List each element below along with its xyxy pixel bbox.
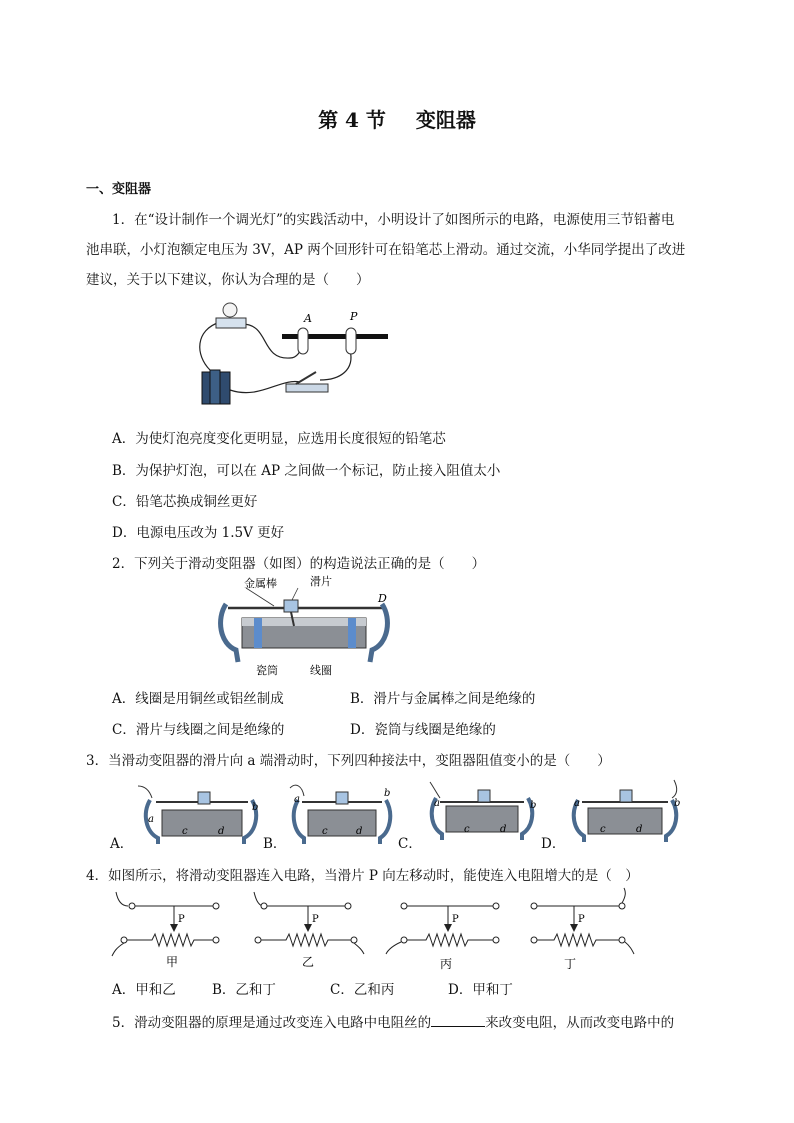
q1-option-d: D．电源电压改为 1.5V 更好 <box>112 525 285 541</box>
q1-stem-line-3: 建议，关于以下建议，你认为合理的是（ ） <box>86 272 370 288</box>
q3d-label-c: c <box>600 824 606 835</box>
q2-rheostat-figure <box>214 574 394 678</box>
q2-option-a: A．线圈是用铜丝或铝丝制成 <box>112 691 284 707</box>
q2-stem: 2．下列关于滑动变阻器（如图）的构造说法正确的是（ ） <box>112 556 486 572</box>
q1-label-p: P <box>350 310 358 323</box>
q2-label-rod: 金属棒 <box>244 577 277 590</box>
q1-circuit-figure <box>190 300 400 412</box>
q3b-label-c: c <box>322 826 328 837</box>
q4-option-d: D．甲和丁 <box>448 982 513 998</box>
q2-option-d: D．瓷筒与线圈是绝缘的 <box>350 722 496 738</box>
section-heading: 一、变阻器 <box>86 182 152 197</box>
q3c-label-a: a <box>434 798 440 809</box>
q4-figure-ding: 丁 <box>564 957 577 971</box>
q2-label-coil: 线圈 <box>310 664 332 677</box>
q3a-label-a: a <box>148 814 154 825</box>
q3d-label-d: d <box>636 824 643 835</box>
q5-answer-blank <box>431 1014 485 1027</box>
q4-jia-slider-p: P <box>178 914 185 925</box>
q3c-label-c: c <box>464 824 470 835</box>
q5-text-before: 5．滑动变阻器的原理是通过改变连入电路中电阻丝的 <box>112 1015 432 1031</box>
q3-figure-a <box>136 778 266 850</box>
q2-label-tube: 瓷筒 <box>256 664 278 677</box>
q3c-label-d: d <box>500 824 507 835</box>
q2-label-slider: 滑片 <box>310 575 332 588</box>
q5-stem <box>112 1011 674 1031</box>
title-name: 变阻器 <box>415 108 476 132</box>
q3b-label-b: b <box>384 788 391 799</box>
q3-figure-b <box>286 778 396 850</box>
q3-option-b: B． <box>263 836 287 852</box>
q4-option-b: B．乙和丁 <box>212 982 276 998</box>
q4-yi-slider-p: P <box>312 914 319 925</box>
q2-option-b: B．滑片与金属棒之间是绝缘的 <box>350 691 536 707</box>
q4-circuit-yi <box>244 888 374 970</box>
q5-text-after: 来改变电阻，从而改变电路中的 <box>485 1015 675 1031</box>
q3a-label-d: d <box>218 826 225 837</box>
q1-label-a: A <box>304 312 312 325</box>
q3d-label-b: b <box>674 798 681 809</box>
q3b-label-a: a <box>294 794 300 805</box>
q3a-label-b: b <box>252 802 259 813</box>
q1-stem-line-1: 1．在“设计制作一个调光灯”的实践活动中，小明设计了如图所示的电路，电源使用三节铅蓄电 <box>112 212 675 228</box>
q4-ding-slider-p: P <box>578 914 585 925</box>
q4-stem: 4．如图所示，将滑动变阻器连入电路，当滑片 P 向左移动时，能使连入电阻增大的是（ ） <box>86 868 639 884</box>
q4-circuit-jia <box>112 888 242 970</box>
q3-figure-d <box>564 778 686 850</box>
q3-figure-c <box>424 778 540 850</box>
q3d-label-a: a <box>574 798 580 809</box>
q3-option-a: A． <box>110 836 134 852</box>
q1-option-c: C．铅笔芯换成铜丝更好 <box>112 494 258 510</box>
q1-option-a: A．为使灯泡亮度变化更明显，应选用长度很短的铅笔芯 <box>112 431 446 447</box>
q3b-label-d: d <box>356 826 363 837</box>
q3-option-d: D． <box>541 836 566 852</box>
q2-option-c: C．滑片与线圈之间是绝缘的 <box>112 722 285 738</box>
q1-option-b: B．为保护灯泡，可以在 AP 之间做一个标记，防止接入阻值太小 <box>112 463 501 479</box>
q4-figure-yi: 乙 <box>302 955 315 969</box>
q4-option-c: C．乙和丙 <box>330 982 395 998</box>
q2-label-d: D <box>378 592 387 605</box>
title-section: 第 4 节 <box>318 108 386 132</box>
page-title <box>0 104 794 133</box>
q4-circuit-bing <box>384 888 514 970</box>
q1-stem-line-2: 池串联，小灯泡额定电压为 3V，AP 两个回形针可在铅笔芯上滑动。通过交流，小华同学提出了改进 <box>86 242 686 258</box>
q4-bing-slider-p: P <box>452 914 459 925</box>
q3-option-c: C． <box>398 836 422 852</box>
q3c-label-b: b <box>530 800 537 811</box>
q4-figure-jia: 甲 <box>166 955 179 969</box>
q3a-label-c: c <box>182 826 188 837</box>
q4-figure-bing: 丙 <box>440 957 453 971</box>
q4-circuit-ding <box>526 888 656 970</box>
q4-option-a: A．甲和乙 <box>112 982 176 998</box>
q3-stem: 3．当滑动变阻器的滑片向 a 端滑动时，下列四种接法中，变阻器阻值变小的是（ ） <box>86 753 611 769</box>
